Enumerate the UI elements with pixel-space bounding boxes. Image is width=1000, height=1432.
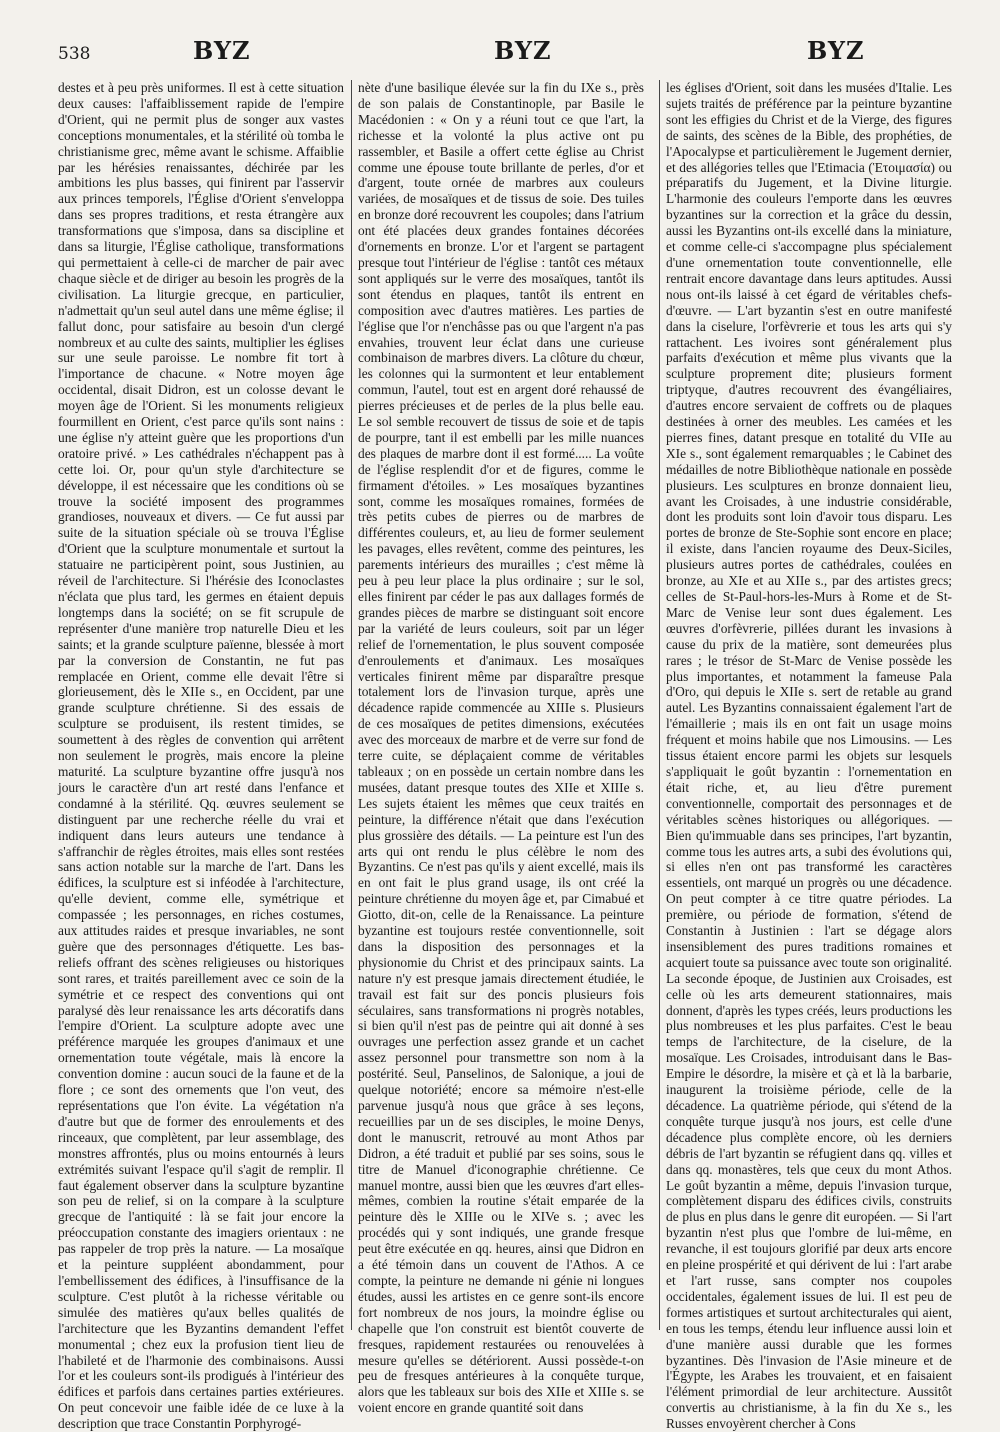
column-right: les églises d'Orient, soit dans les musées d'Italie. Les sujets traités de préférence par la peinture byzantine sont les effigies du Christ et de la Vierge, des figures de saints, des scènes de la Bible, des prophéties, de l'Apocalypse et particulièrement le Jugement dernier, et des allégories telles que l'Etimacia (Ἑτοιμασία) ou préparatifs du Jugement, et la Divine liturgie. L'harmonie des couleurs l'emporte dans les œuvres byzantines sur la correction et la grâce du dessin, aussi les Byzantins ont-ils excellé dans la miniature, et comme celle-ci s'accompagne plus spécialement d'une ornementation toute conventionnelle, elle rentrait encore davantage dans leurs aptitudes. Aussi nous ont-ils laissé à cet égard de véritables chefs-d'œuvre. — L'art byzantin s'est en outre manifesté dans la ciselure, l'orfèvrerie et tous les arts qui s'y rattachent. Les ivoires sont généralement plus parfaits d'exécution et même plus vivants que la sculpture proprement dite; plusieurs forment triptyque, d'autres recouvrent des évangéliaires, d'autres encore servaient de coffrets ou de plaques destinées à orner des meubles. Les camées et les pierres fines, datant presque en totalité du VIIe au XIe s., sont également remarquables ; le Cabinet des médailles de notre Bibliothèque nationale en possède plusieurs. Les sculptures en bronze donnaient lieu, avant les Croisades, à une industrie considérable, dont les produits sont loin d'avoir tous disparu. Les portes de bronze de Ste-Sophie sont encore en place; il existe, dans l'ancien royaume des Deux-Siciles, plusieurs autres portes de cathédrales, coulées en bronze, au XIe et au XIIe s., par des artistes grecs; celles de St-Paul-hors-les-Murs à Rome et de St-Marc de Venise leur sont dues également. Les œuvres d'orfèvrerie, pillées durant les invasions à cause du prix de la matière, sont demeurées plus rares ; le trésor de St-Marc de Venise possède les plus importantes, et notamment la fameuse Pala d'Oro, qui depuis le XIIe s. sert de retable au grand autel. Les Byzantins connaissaient également l'art de l'émaillerie ; mais ils en ont fait un usage moins fréquent et moins habile que nos Limousins. — Les tissus étaient encore parmi les objets sur lesquels s'appliquait le goût byzantin : l'ornementation en était riche, et, au lieu d'être purement conventionnelle, comportait des personnages et de véritables scènes historiques ou allégoriques. — Bien qu'immuable dans ses principes, l'art byzantin, comme tous les autres arts, a subi des évolutions qui, si elles n'en ont pas transformé les caractères essentiels, ont marqué un progrès ou une décadence. On peut compter à ce titre quatre périodes. La première, ou période de formation, s'étend de Constantin à Justinien : l'art se dégage alors insensiblement des pures traditions romaines et acquiert toute sa puissance avec toute son originalité. La seconde époque, de Justinien aux Croisades, est celle où les arts demeurent stationnaires, mais donnent, d'après les types créés, leurs productions les plus nombreuses et les plus parfaites. C'est le beau temps de l'architecture, de la ciselure, de la mosaïque. Les Croisades, introduisant dans le Bas-Empire le désordre, la misère et çà et là la barbarie, inaugurent la troisième période, celle de la décadence. La quatrième période, qui s'étend de la conquête turque jusqu'à nos jours, est celle d'une décadence plus complète encore, où les derniers débris de l'art byzantin se réfugient dans qq. villes et dans qq. monastères, tels que ceux du mont Athos. Le goût byzantin a même, depuis l'invasion turque, complètement disparu des édifices civils, construits de plus en plus dans le genre dit européen. — Si l'art byzantin n'est plus que l'ombre de lui-même, en revanche, il est toujours glorifié par deux arts encore en pleine prospérité et qui dérivent de lui : l'art arabe et l'art russe, sans compter nos coupoles occidentales, également issues de lui. Il est peu de formes artistiques et surtout architecturales qui aient, en tous les temps, étendu leur influence aussi loin et d'une manière aussi durable que les formes byzantines. Dès l'invasion de l'Asie mineure et de l'Égypte, les Arabes les trouvaient, et en faisaient l'élément primordial de leur architecture. Aussitôt convertis au christianisme, à la fin du Xe s., les Russes envoyèrent chercher à Cons (666, 80, 952, 1432)
column-middle: nète d'une basilique élevée sur la fin du IXe s., près de son palais de Constantinople, par Basile le Macédonien : « On y a réuni tout ce que l'art, la richesse et la volonté la plus active ont pu rassembler, et Basile a offert cette église au Christ comme une épouse toute brillante de perles, d'or et d'argent, toute ornée de marbres aux couleurs variées, de mosaïques et de tissus de soie. Des tuiles en bronze doré recouvrent les coupoles; dans l'atrium ont été placées deux grandes fontaines décorées d'ornements en bronze. L'or et l'argent se partagent presque tout l'intérieur de l'église : tantôt ces métaux sont appliqués sur le verre des mosaïques, tantôt ils sont étendus en plaques, tantôt ils entrent en composition avec d'autres matières. Les parties de l'église que l'or n'enchâsse pas ou que l'argent n'a pas envahies, trouvent leur éclat dans une curieuse combinaison de marbres divers. La clôture du chœur, les colonnes qui la surmontent et leur entablement commun, l'autel, tout est en argent doré rehaussé de pierres précieuses et de perles de la plus belle eau. Le sol semble recouvert de tissus de soie et de tapis de pourpre, tant il est embelli par les mille nuances des plaques de marbre dont il est formé..... La voûte de l'église resplendit d'or et de figures, comme le firmament d'étoiles. » Les mosaïques byzantines sont, comme les mosaïques romaines, formées de très petits cubes de pierres ou de marbres de différentes couleurs, et, au lieu de former seulement les pavages, elles revêtent, comme des peintures, les parements intérieurs des murailles ; c'est même là peu à peu leur place la plus ordinaire ; sur le sol, elles finirent par céder le pas aux dallages formés de grandes pièces de marbre se distinguant soit encore par la variété de leurs couleurs, soit par un léger relief de l'ornementation, le plus souvent composée d'enroulements et d'animaux. Les mosaïques verticales finirent même par disparaître presque totalement lors de l'invasion turque, après une décadence rapide commencée au XIIIe s. Plusieurs de ces mosaïques de petites dimensions, exécutées avec des morceaux de marbre et de verre sur fond de terre cuite, se déplaçaient comme de véritables tableaux ; on en possède un certain nombre dans les musées, datant presque toutes des XIIe et XIIIe s. Les sujets étaient les mêmes que ceux traités en peinture, la différence n'était que dans l'exécution plus grossière des détails. — La peinture est l'un des arts qui ont rendu le plus célèbre le nom des Byzantins. Ce n'est pas qu'ils y aient excellé, mais ils en ont fait le plus grand usage, ils ont créé la peinture chrétienne du moyen âge et, par Cimabué et Giotto, dit-on, celle de la Renaissance. La peinture byzantine est toujours restée conventionnelle, soit dans la disposition des personnages et la physionomie du Christ et des principaux saints. La nature n'y est presque jamais directement étudiée, le travail est fait sur des poncis plusieurs fois séculaires, sans transformations ni progrès notables, si bien qu'il n'est pas de peintre qui ait donné à ses ouvrages une perfection assez grande et un cachet assez personnel pour transmettre son nom à la postérité. Seul, Panselinos, de Salonique, a joui de quelque notoriété; encore sa mémoire n'est-elle parvenue jusqu'à nous que grâce à ses leçons, recueillies par un de ses disciples, le moine Denys, dont le manuscrit, retrouvé au mont Athos par Didron, a été traduit et publié par ses soins, sous le titre de Manuel d'iconographie chrétienne. Ce manuel montre, aussi bien que les œuvres d'art elles-mêmes, combien la routine s'était emparée de la peinture dès le XIIIe ou le XIVe s. ; avec les procédés qui y sont indiqués, une grande fresque peut être exécutée en qq. heures, ainsi que Didron en a été témoin dans un couvent de l'Athos. A ce compte, la peinture ne demande ni génie ni longues études, aussi les artistes en ce genre sont-ils encore fort nombreux de nos jours, la moindre église ou chapelle que l'on construit est bientôt couverte de fresques, rapidement restaurées ou renouvelées à mesure qu'elles se détériorent. Aussi possède-t-on peu de fresques antérieures à la conquête turque, alors que les tableaux sur bois des XIIe et XIIIe s. se voient encore en grande quantité soit dans (358, 80, 644, 1416)
running-head-right: BYZ (807, 36, 865, 65)
text-columns (58, 80, 960, 1432)
page-number: 538 (58, 44, 91, 64)
column-left: destes et à peu près uniformes. Il est à cette situation deux causes: l'affaiblissement rapide de l'empire d'Orient, qui ne permit plus de songer aux vastes conceptions monumentales, et la stérilité où tomba le christianisme grec, même avant le schisme. Affaiblie par les hérésies renaissantes, déchirée par les ambitions les plus basses, qui finirent par l'asservir aux princes temporels, l'Église d'Orient s'enveloppa dans ses propres traditions, et resta étrangère aux transformations que s'imposa, dans sa discipline et dans sa liturgie, l'Église catholique, transformations qui permettaient à celle-ci de marcher de pair avec chaque siècle et de diriger au besoin les progrès de la civilisation. La liturgie grecque, en particulier, n'admettait qu'un seul autel dans une même église; il fallut donc, pour satisfaire au besoin d'un clergé nombreux et au culte des saints, multiplier les églises sur une seule paroisse. Le nombre fit tort à l'importance de chacune. « Notre moyen âge occidental, disait Didron, est un colosse devant le moyen âge de l'Orient. Si les monuments religieux fourmillent en Orient, c'est parce qu'ils sont nains : une église n'y atteint guère que les proportions d'un oratoire privé. » Les cathédrales n'échappent pas à cette loi. Or, pour qu'un style d'architecture se développe, il est nécessaire que les conditions où se trouve la société imposent des programmes grandioses, nouveaux et divers. — Ce fut aussi par suite de la situation spéciale où se trouva l'Église d'Orient que la sculpture monumentale et surtout la statuaire ne participèrent point, sous Justinien, au réveil de l'architecture. Si l'hérésie des Iconoclastes n'éclata que plus tard, les germes en étaient depuis longtemps dans la société; on se fit scrupule de représenter d'une manière trop naturelle Dieu et les saints; et la grande sculpture païenne, blessée à mort par la conversion de Constantin, ne fut pas remplacée en Orient, comme elle devait l'être si glorieusement, dès le XIIe s., en Occident, par une grande sculpture chrétienne. Si des essais de sculpture se produisent, ils restent timides, se soumettent à des règles de convention qui arrêtent non seulement le progrès, mais encore la pleine maturité. La sculpture byzantine offre jusqu'à nos jours le caractère d'un art resté dans l'enfance et condamné à la stérilité. Qq. œuvres seulement se distinguent par une recherche réelle du vrai et indiquent dans leurs auteurs une tendance à s'affranchir de règles étroites, mais elles sont restées sans action notable sur la marche de l'art. Dans les édifices, la sculpture est si inféodée à l'architecture, qu'elle devient, comme elle, symétrique et compassée ; les personnages, en riches costumes, aux attitudes raides et presque invariables, ne sont guère que des personnages d'étiquette. Les bas-reliefs offrant des scènes religieuses ou historiques sont rares, et traités pareillement avec ce soin de la symétrie et ce respect des conventions qui ont paralysé dès leur renaissance les arts décoratifs dans l'empire d'Orient. La sculpture adopte avec une préférence marquée les groupes d'animaux et une ornementation toute végétale, mais là encore la convention domine : aucun souci de la faune et de la flore ; ce sont des ornements que l'on veut, des représentations que l'on évite. La végétation n'a d'autre but que de former des enroulements et des rinceaux, que complètent, par leur assemblage, des monstres affrontés, plus ou moins entournés à leurs extrémités suivant l'espace qu'il s'agit de remplir. Il faut également observer dans la sculpture byzantine son peu de relief, si on la compare à la sculpture grecque de l'antiquité : là se fait jour encore la préoccupation constante des imagiers orientaux : ne pas rappeler de trop près la nature. — La mosaïque et la peinture suppléent abondamment, pour l'embellissement des édifices, à l'insuffisance de la sculpture. C'est plutôt à la richesse véritable ou simulée des matières qu'aux belles qualités de l'architecture que les Byzantins demandent l'effet monumental ; chez eux la profusion tient lieu de l'habileté et de l'harmonie des combinaisons. Aussi l'or et les couleurs sont-ils prodigués à l'intérieur des édifices et parfois dans certaines parties extérieures. On peut concevoir une faible idée de ce luxe à la description que trace Constantin Porphyrogé- (58, 80, 344, 1432)
running-head-center: BYZ (494, 36, 552, 65)
running-head-left: BYZ (193, 36, 251, 65)
page-header (58, 36, 960, 68)
